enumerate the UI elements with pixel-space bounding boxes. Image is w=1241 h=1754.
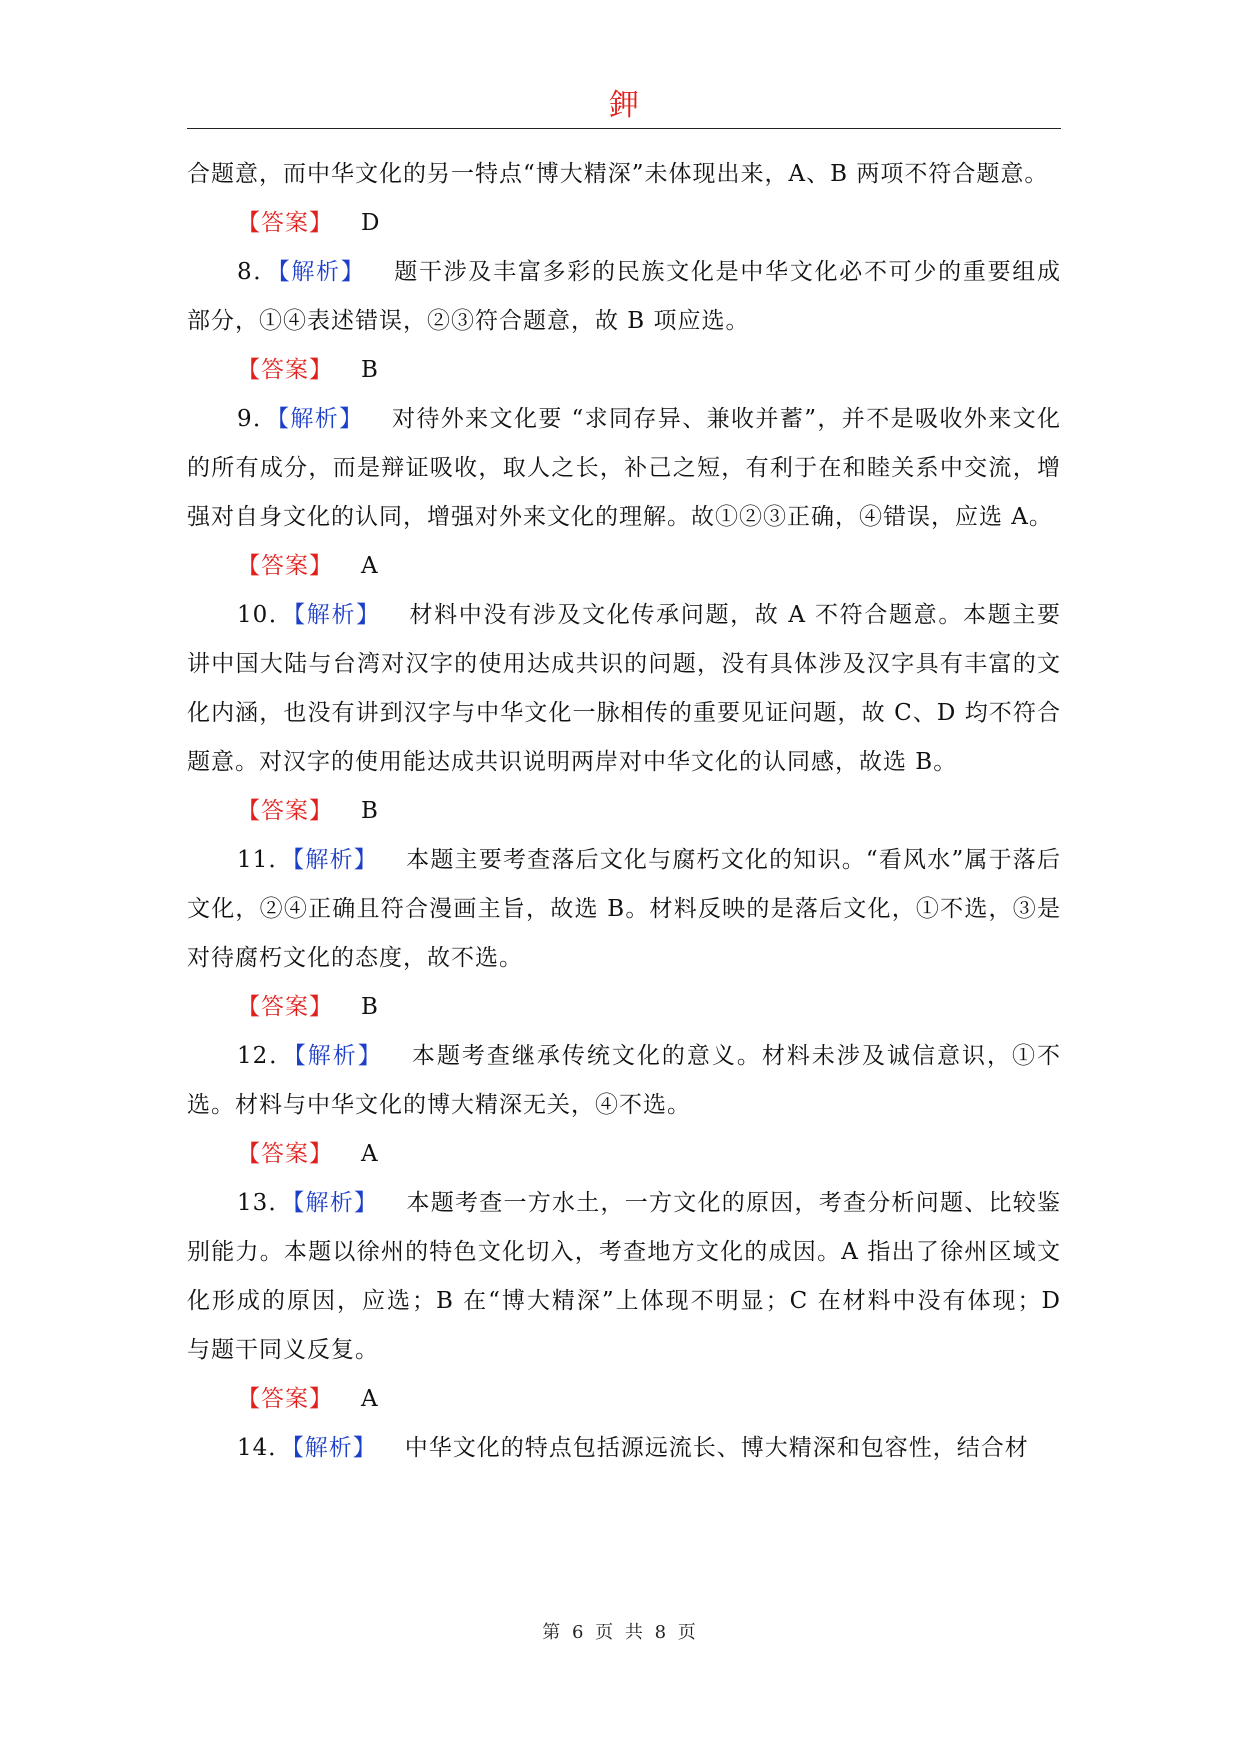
- analysis-tag: 【解析】: [277, 406, 364, 432]
- analysis-tag: 【解析】: [292, 1190, 379, 1216]
- question-number: 9．: [237, 406, 278, 432]
- intro-paragraph: 合题意，而中华文化的另一特点“博大精深”未体现出来，A、B 两项不符合题意。: [187, 161, 1049, 187]
- answer-value: B: [361, 798, 379, 824]
- answer-value: B: [361, 357, 379, 383]
- analysis-text: 材料中没有涉及文化传承问题，故 A 不符合题意。本题主要讲中国大陆与台湾对汉字的使用达成共识的问题，没有具体涉及汉字具有丰富的文化内涵，也没有讲到汉字与中华文化一脉相传的重要见证问题，故 C、D 均不符合题意。对汉字的使用能达成共识说明两岸对中华文化的认同感，故选 B。: [187, 602, 1062, 775]
- analysis-text: 本题考查一方水土，一方文化的原因，考查分析问题、比较鉴别能力。本题以徐州的特色文化切入，考查地方文化的成因。A 指出了徐州区域文化形成的原因，应选；B 在“博大精深”上体现不明显；C 在材料中没有体现；D 与题干同义反复。: [187, 1190, 1061, 1363]
- analysis-text: 中华文化的特点包括源远流长、博大精深和包容性，结合材: [404, 1435, 1029, 1461]
- answer-line: [187, 1375, 1061, 1424]
- answer-tag: 【答案】: [237, 210, 333, 236]
- analysis-paragraph: [187, 1179, 1061, 1375]
- analysis-paragraph: [187, 395, 1061, 542]
- analysis-paragraph: [187, 1032, 1061, 1130]
- question-number: 14．: [237, 1435, 293, 1461]
- analysis-paragraph: [187, 1424, 1061, 1473]
- answer-value: A: [361, 1141, 379, 1167]
- header-mark: 鉀: [609, 88, 639, 123]
- answer-line: [187, 542, 1061, 591]
- answer-value: B: [361, 994, 379, 1020]
- answer-value: D: [361, 210, 381, 236]
- analysis-text: 题干涉及丰富多彩的民族文化是中华文化必不可少的重要组成部分，①④表述错误，②③符合题意，故 B 项应选。: [187, 259, 1062, 334]
- answer-value: A: [361, 1386, 379, 1412]
- analysis-text: 本题主要考查落后文化与腐朽文化的知识。“看风水”属于落后文化，②④正确且符合漫画主旨，故选 B。材料反映的是落后文化，①不选，③是对待腐朽文化的态度，故不选。: [187, 847, 1061, 971]
- analysis-paragraph: [187, 591, 1061, 787]
- answer-line: [187, 1130, 1061, 1179]
- answer-line: [187, 983, 1061, 1032]
- question-number: 10．: [237, 602, 294, 628]
- analysis-text: 对待外来文化要 “求同存异、兼收并蓄”，并不是吸收外来文化的所有成分，而是辩证吸收，取人之长，补己之短，有利于在和睦关系中交流，增强对自身文化的认同，增强对外来文化的理解。故①②③正确，④错误，应选 A。: [187, 406, 1062, 530]
- answer-line: [187, 787, 1061, 836]
- answer-tag: 【答案】: [237, 994, 333, 1020]
- page-header: [187, 84, 1061, 129]
- answer-line: [187, 346, 1061, 395]
- analysis-text: 本题考查继承传统文化的意义。材料未涉及诚信意识，①不选。材料与中华文化的博大精深无关，④不选。: [187, 1043, 1061, 1118]
- answer-line: [187, 199, 1061, 248]
- analysis-tag: 【解析】: [293, 602, 381, 628]
- analysis-tag: 【解析】: [292, 1435, 377, 1461]
- page-footer: 第 6 页 共 8 页: [542, 1622, 699, 1643]
- answer-value: A: [361, 553, 379, 579]
- question-number: 11．: [237, 847, 293, 873]
- answer-tag: 【答案】: [237, 1386, 333, 1412]
- analysis-tag: 【解析】: [294, 1043, 383, 1069]
- question-number: 13．: [237, 1190, 293, 1216]
- question-number: 8．: [237, 259, 279, 285]
- analysis-paragraph: [187, 836, 1061, 983]
- document-body: [187, 150, 1061, 1473]
- analysis-paragraph: [187, 248, 1061, 346]
- analysis-tag: 【解析】: [292, 847, 378, 873]
- answer-tag: 【答案】: [237, 798, 333, 824]
- answer-tag: 【答案】: [237, 1141, 333, 1167]
- analysis-tag: 【解析】: [278, 259, 366, 285]
- answer-tag: 【答案】: [237, 553, 333, 579]
- answer-tag: 【答案】: [237, 357, 333, 383]
- question-number: 12．: [237, 1043, 295, 1069]
